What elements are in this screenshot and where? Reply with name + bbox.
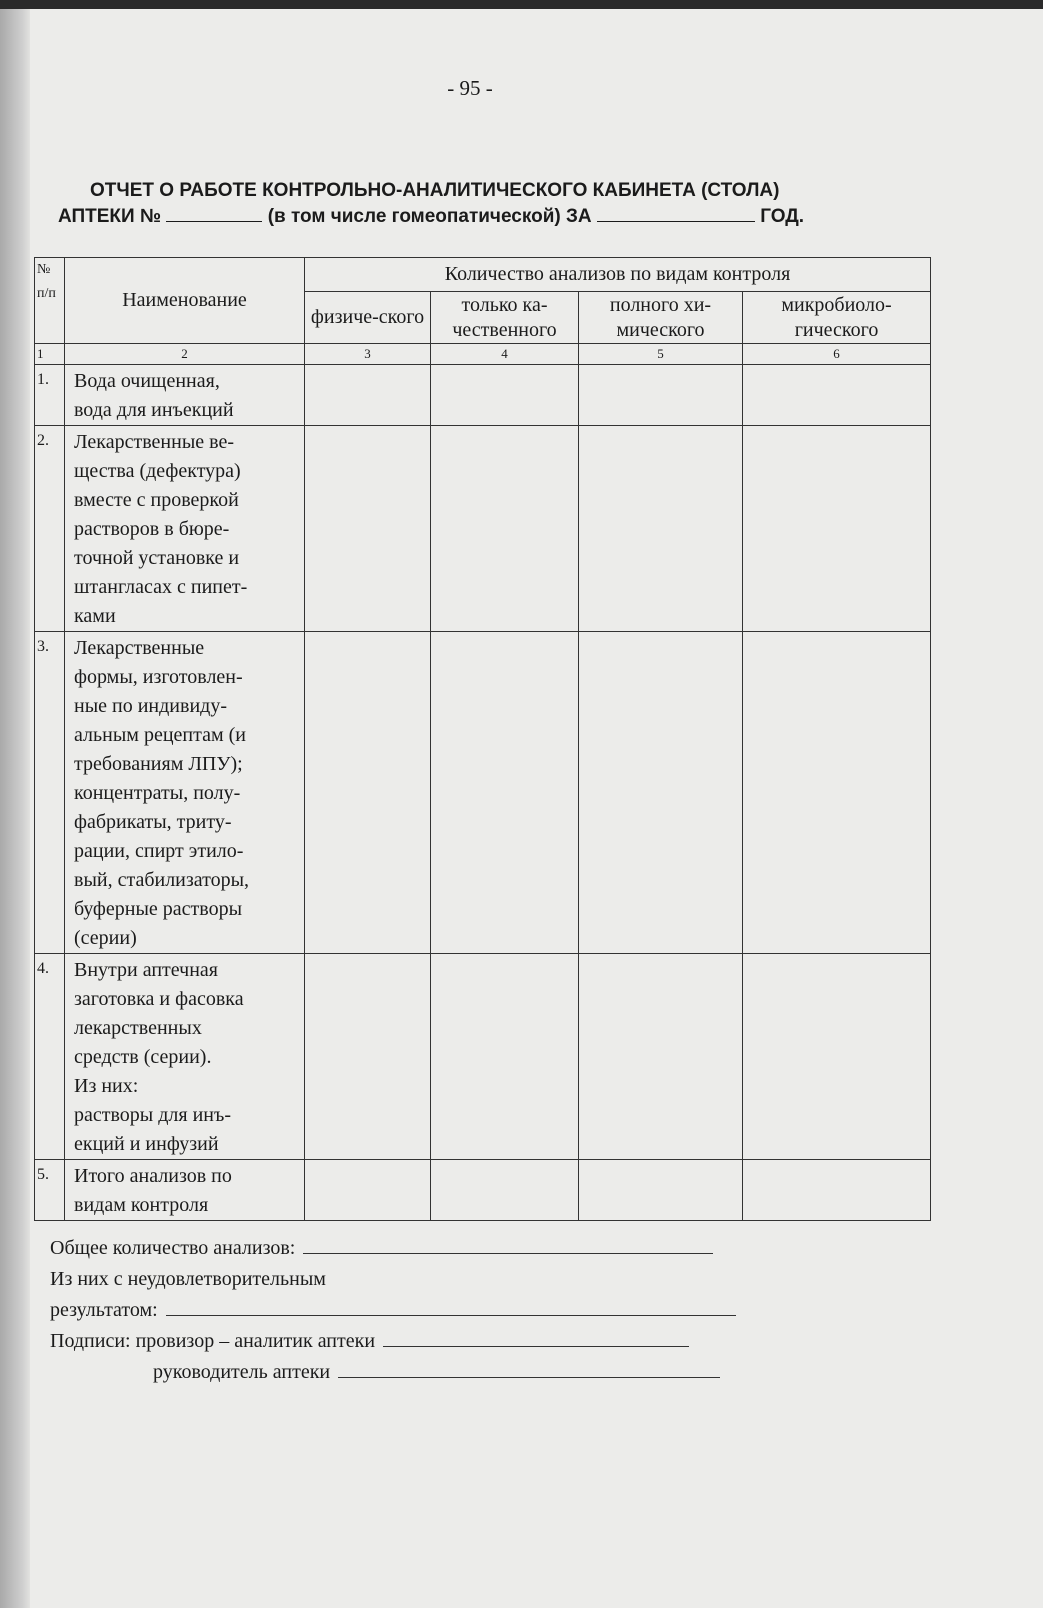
column-number: 5 — [579, 344, 743, 365]
row-name — [65, 1160, 305, 1221]
row-name-line: щества (дефектура) — [74, 460, 241, 482]
value-cell[interactable] — [743, 365, 931, 426]
value-cell[interactable] — [305, 1160, 431, 1221]
row-name-line: вместе с проверкой — [74, 489, 239, 511]
sub-header-qualitative: только ка-чественного — [431, 292, 579, 344]
column-number: 2 — [65, 344, 305, 365]
head-signature-label: руководитель аптеки — [153, 1361, 331, 1383]
row-name-line: ками — [74, 605, 116, 627]
report-footer — [50, 1233, 810, 1388]
pharmacy-label: АПТЕКИ № — [58, 206, 162, 227]
year-blank[interactable] — [597, 203, 755, 222]
head-signature-line — [50, 1357, 810, 1388]
row-name-line: растворов в бюре- — [74, 518, 230, 540]
row-name-line: вый, стабилизаторы, — [74, 869, 250, 891]
row-name-line: Лекарственные ве- — [74, 431, 234, 453]
report-title-line2 — [58, 203, 938, 229]
page-number: - 95 - — [447, 76, 493, 100]
row-name-line: ные по индивиду- — [74, 695, 227, 717]
sub-header-microbiological: микробиоло-гического — [743, 292, 931, 344]
column-number: 4 — [431, 344, 579, 365]
row-name-line: растворы для инъ- — [74, 1104, 232, 1126]
row-name-line: концентраты, полу- — [74, 782, 241, 804]
analyst-signature-blank[interactable] — [383, 1326, 689, 1347]
sub-header-physical: физиче-ского — [305, 292, 431, 344]
table-row — [35, 426, 931, 632]
value-cell[interactable] — [305, 426, 431, 632]
row-name-line: формы, изготовлен- — [74, 666, 243, 688]
value-cell[interactable] — [579, 954, 743, 1160]
row-name-line: рации, спирт этило- — [74, 840, 244, 862]
row-name-line: штангласах с пипет- — [74, 576, 248, 598]
total-analyses-blank[interactable] — [303, 1233, 713, 1254]
pharmacy-number-blank[interactable] — [166, 203, 262, 222]
unsatisfactory-line-1 — [50, 1264, 810, 1295]
total-analyses-label: Общее количество анализов: — [50, 1237, 296, 1259]
row-name-line: Лекарственные — [74, 637, 205, 659]
column-number: 1 — [35, 344, 65, 365]
row-number: 5. — [35, 1160, 65, 1221]
row-name-line: Внутри аптечная — [74, 959, 219, 981]
row-name-line: альным рецептам (и — [74, 724, 246, 746]
page-top-edge — [0, 0, 1043, 9]
value-cell[interactable] — [431, 1160, 579, 1221]
value-cell[interactable] — [431, 365, 579, 426]
column-number: 6 — [743, 344, 931, 365]
row-name — [65, 365, 305, 426]
row-name-line: видам контроля — [74, 1194, 209, 1216]
column-number-row — [35, 344, 931, 365]
row-name-line: точной установке и — [74, 547, 240, 569]
value-cell[interactable] — [579, 632, 743, 954]
report-title-line1: ОТЧЕТ О РАБОТЕ КОНТРОЛЬНО-АНАЛИТИЧЕСКОГО КАБИНЕТА (СТОЛА) — [90, 180, 780, 201]
row-name — [65, 426, 305, 632]
value-cell[interactable] — [305, 365, 431, 426]
value-cell[interactable] — [431, 632, 579, 954]
col-name-header: Наименование — [65, 258, 305, 344]
sub-header-chemical: полного хи-мического — [579, 292, 743, 344]
row-name-line: заготовка и фасовка — [74, 988, 244, 1010]
homeopathic-label: (в том числе гомеопатической) ЗА — [267, 206, 592, 227]
value-cell[interactable] — [743, 1160, 931, 1221]
analyst-signature-line — [50, 1326, 810, 1357]
report-title — [58, 178, 938, 229]
row-number: 2. — [35, 426, 65, 632]
table-row — [35, 632, 931, 954]
row-number: 4. — [35, 954, 65, 1160]
value-cell[interactable] — [305, 954, 431, 1160]
value-cell[interactable] — [579, 1160, 743, 1221]
table-body — [35, 365, 931, 1221]
unsatisfactory-line-2 — [50, 1295, 810, 1326]
value-cell[interactable] — [743, 426, 931, 632]
row-name — [65, 632, 305, 954]
row-name-line: лекарственных — [74, 1017, 202, 1039]
head-signature-blank[interactable] — [338, 1357, 720, 1378]
row-name-line: требованиям ЛПУ); — [74, 753, 243, 775]
year-label: ГОД. — [760, 206, 805, 227]
group-header: Количество анализов по видам контроля — [305, 258, 931, 292]
total-analyses-line — [50, 1233, 810, 1264]
table-row — [35, 954, 931, 1160]
analyst-signature-label: Подписи: провизор – аналитик аптеки — [50, 1330, 376, 1352]
row-name-line: Вода очищенная, — [74, 370, 220, 392]
row-name-line: екций и инфузий — [74, 1133, 219, 1155]
value-cell[interactable] — [431, 426, 579, 632]
page-binding-shadow — [0, 9, 30, 1608]
row-name-line: средств (серии). — [74, 1046, 212, 1068]
col-no-header: № п/п — [35, 258, 65, 344]
unsatisfactory-label-2: результатом: — [50, 1299, 158, 1321]
value-cell[interactable] — [579, 426, 743, 632]
row-name-line: Из них: — [74, 1075, 139, 1097]
value-cell[interactable] — [579, 365, 743, 426]
table-row — [35, 365, 931, 426]
unsatisfactory-blank[interactable] — [166, 1295, 736, 1316]
unsatisfactory-label: Из них с неудовлетворительным — [50, 1268, 326, 1290]
row-name-line: Итого анализов по — [74, 1165, 232, 1187]
row-number: 3. — [35, 632, 65, 954]
row-name-line: фабрикаты, триту- — [74, 811, 232, 833]
analysis-report-table — [34, 257, 931, 1221]
row-number: 1. — [35, 365, 65, 426]
row-name — [65, 954, 305, 1160]
value-cell[interactable] — [431, 954, 579, 1160]
row-name-line: (серии) — [74, 927, 137, 949]
row-name-line: буферные растворы — [74, 898, 243, 920]
value-cell[interactable] — [305, 632, 431, 954]
column-number: 3 — [305, 344, 431, 365]
row-name-line: вода для инъекций — [74, 399, 234, 421]
value-cell[interactable] — [743, 954, 931, 1160]
value-cell[interactable] — [743, 632, 931, 954]
table-row — [35, 1160, 931, 1221]
